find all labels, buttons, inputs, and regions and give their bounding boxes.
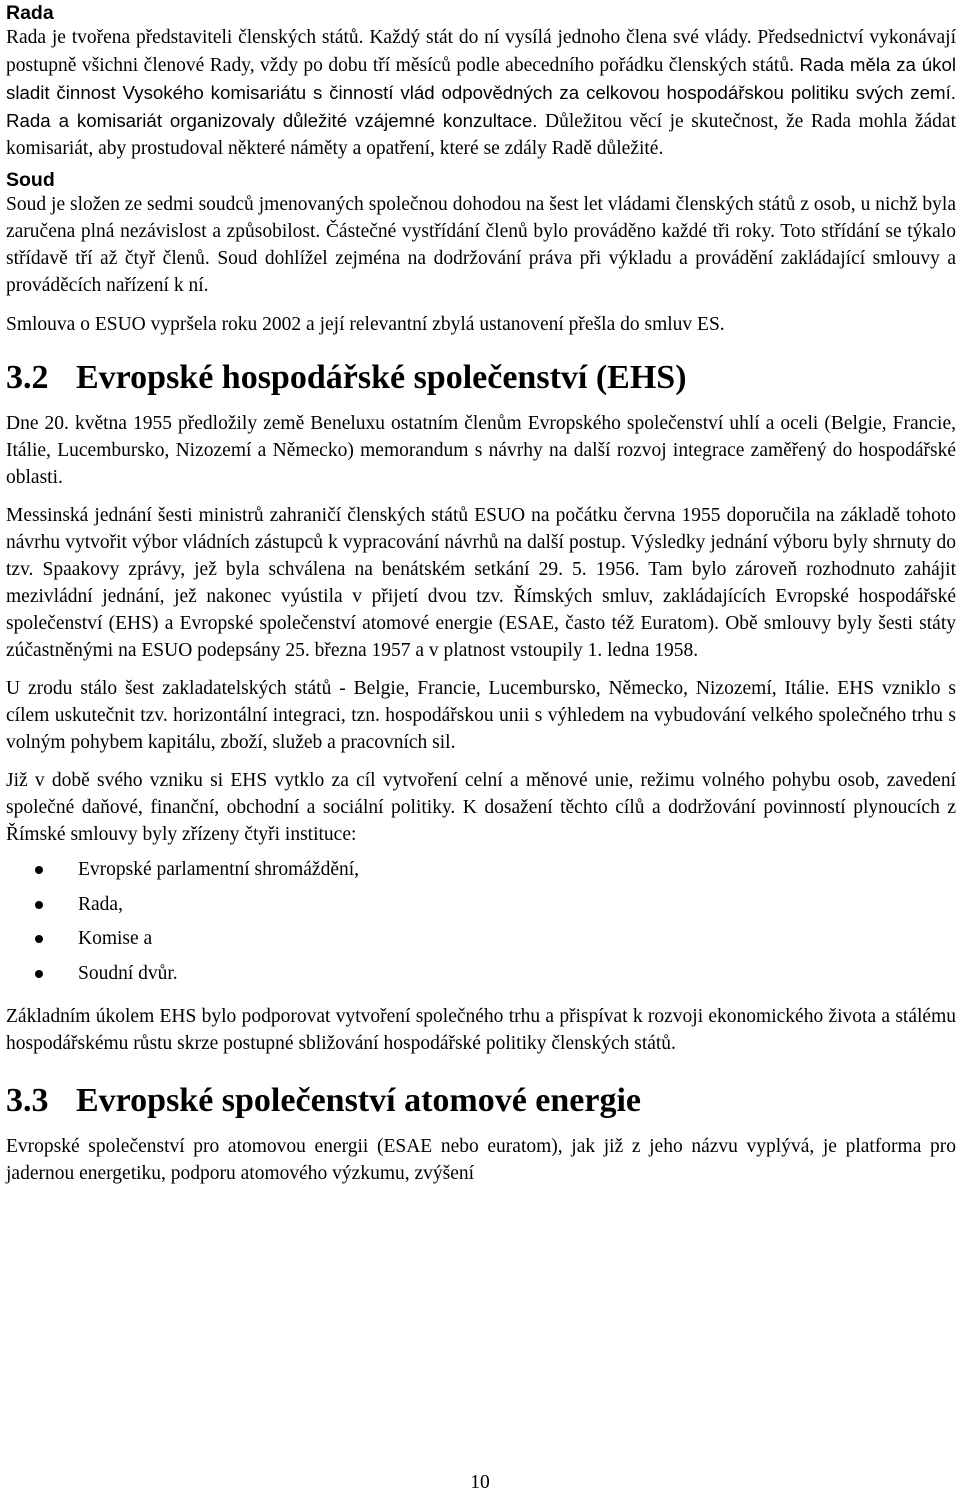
bullet-icon	[35, 901, 43, 909]
page-content	[6, 0, 956, 1187]
rada-text-sans: Rada měla za úkol sladit činnost Vysokého komisariátu s činností vlád odpovědných za celkovou hospodářskou politiku svých zemí. Rada a komisariát organizovaly důležité vzájemné konzultace.	[6, 54, 957, 131]
rada-text-serif-end: Důležitou věcí je skutečnost, že Rada mohla žádat komisariát, aby prostudoval některé náměty a opatření, které se zdály Radě důležité.	[6, 111, 957, 159]
list-item-label: Rada,	[78, 893, 123, 915]
list-item	[6, 957, 956, 992]
soud-text-b: Soud dohlížel zejména na dodržování práva při výkladu a provádění zakládající smlouvy a prováděcích nařízení k ní.	[6, 248, 957, 296]
section-3-2-closing-paragraph: Základním úkolem EHS bylo podporovat vytvoření společného trhu a přispívat k rozvoji ekonomického života a stálému hospodářskému růstu skrze postupné sbližování hospodářské politiky členských států.	[6, 1006, 956, 1054]
rada-text-serif: Rada je tvořena představiteli členských států. Každý stát do ní vysílá jednoho člena své vlády. Předsednictví vykonávají postupně všichni členové Rady, vždy po dobu tří měsíců podle abecedního pořádku členských států.	[6, 27, 956, 76]
section-3-3-paragraph: Evropské společenství pro atomovou energii (ESAE nebo euratom), jak již z jeho názvu vyplývá, je platforma pro jadernou energetiku, podporu atomového výzkumu, zvýšení	[6, 1136, 956, 1184]
section-3-2-paragraph-3: U zrodu stálo šest zakladatelských států - Belgie, Francie, Lucembursko, Německo, Nizozemí, Itálie. EHS vzniklo s cílem uskutečnit tzv. horizontální integraci, tzn. hospodářskou unii s výhledem na vybudování velkého společného trhu s volným pohybem kapitálu, zboží, služeb a pracovních sil.	[6, 678, 956, 753]
section-3-3-number: 3.3	[6, 1082, 49, 1119]
section-3-2-paragraph-4: Již v době svého vzniku si EHS vytklo za cíl vytvoření celní a měnové unie, režimu volného pohybu osob, zavedení společné daňové, finanční, obchodní a sociální politiky. K dosažení těchto cílů a dodržování povinností plynoucích z Římské smlouvy byly zřízeny čtyři instituce:	[6, 770, 956, 845]
section-3-2-heading	[6, 358, 956, 398]
section-3-3-title: Evropské společenství atomové energie	[76, 1082, 642, 1119]
esuo-end-paragraph: Smlouva o ESUO vypršela roku 2002 a její relevantní zbylá ustanovení přešla do smluv ES.	[6, 314, 725, 335]
list-item-label: Soudní dvůr.	[78, 962, 178, 984]
section-3-3-heading	[6, 1081, 956, 1121]
soud-heading: Soud	[6, 169, 55, 191]
list-item	[6, 922, 956, 957]
institutions-list	[6, 853, 956, 991]
list-item	[6, 888, 956, 923]
list-item-label: Komise a	[78, 928, 153, 949]
soud-paragraph	[6, 191, 956, 299]
list-item-label: Evropské parlamentní shromáždění,	[78, 859, 360, 880]
bullet-icon	[35, 935, 43, 943]
section-3-2-paragraph-2: Messinská jednání šesti ministrů zahraničí členských států ESUO na počátku června 1955 doporučila na základě tohoto návrhu vytvořit výbor vládních zástupců k vypracování návrhů na další postup. Výsledky jednání výboru byly shrnuty do tzv. Spaakovy zprávy, jež byla schválena na benátském setkání 29. 5. 1956. Tam bylo zároveň rozhodnuto zahájit mezivládní jednání, jež nakonec vyústila v přijetí dvou tzv. Římských smluv, zakládajících Evropské hospodářské společenství (EHS) a Evropské společenství atomové energie (ESAE, často též Euratom). Obě smlouvy byly šesti státy zúčastněnými na ESUO podepsány 25. března 1957 a v platnost vstoupily 1. ledna 1958.	[6, 505, 956, 661]
rada-paragraph	[6, 24, 956, 162]
section-3-2-title: Evropské hospodářské společenství (EHS)	[76, 359, 687, 396]
bullet-icon	[35, 866, 43, 874]
page-number: 10	[470, 1472, 490, 1493]
section-3-2-number: 3.2	[6, 359, 49, 396]
list-item	[6, 853, 956, 888]
section-3-2-paragraph-1: Dne 20. května 1955 předložily země Beneluxu ostatním členům Evropského společenství uhlí a oceli (Belgie, Francie, Itálie, Lucembursko, Nizozemí a Německo) memorandum s návrhy na další rozvoj integrace zaměřený do hospodářské oblasti.	[6, 413, 956, 488]
soud-text-a: Soud je složen ze sedmi soudců jmenovaných společnou dohodou na šest let vládami členských států z osob, u nichž byla zaručena plná nezávislost a způsobilost. Částečné vystřídání členů bylo prováděno každé tři roky. Toto střídání se týkalo střídavě tří až čtyř členů.	[6, 194, 956, 269]
rada-heading: Rada	[6, 2, 54, 24]
bullet-icon	[35, 970, 43, 978]
